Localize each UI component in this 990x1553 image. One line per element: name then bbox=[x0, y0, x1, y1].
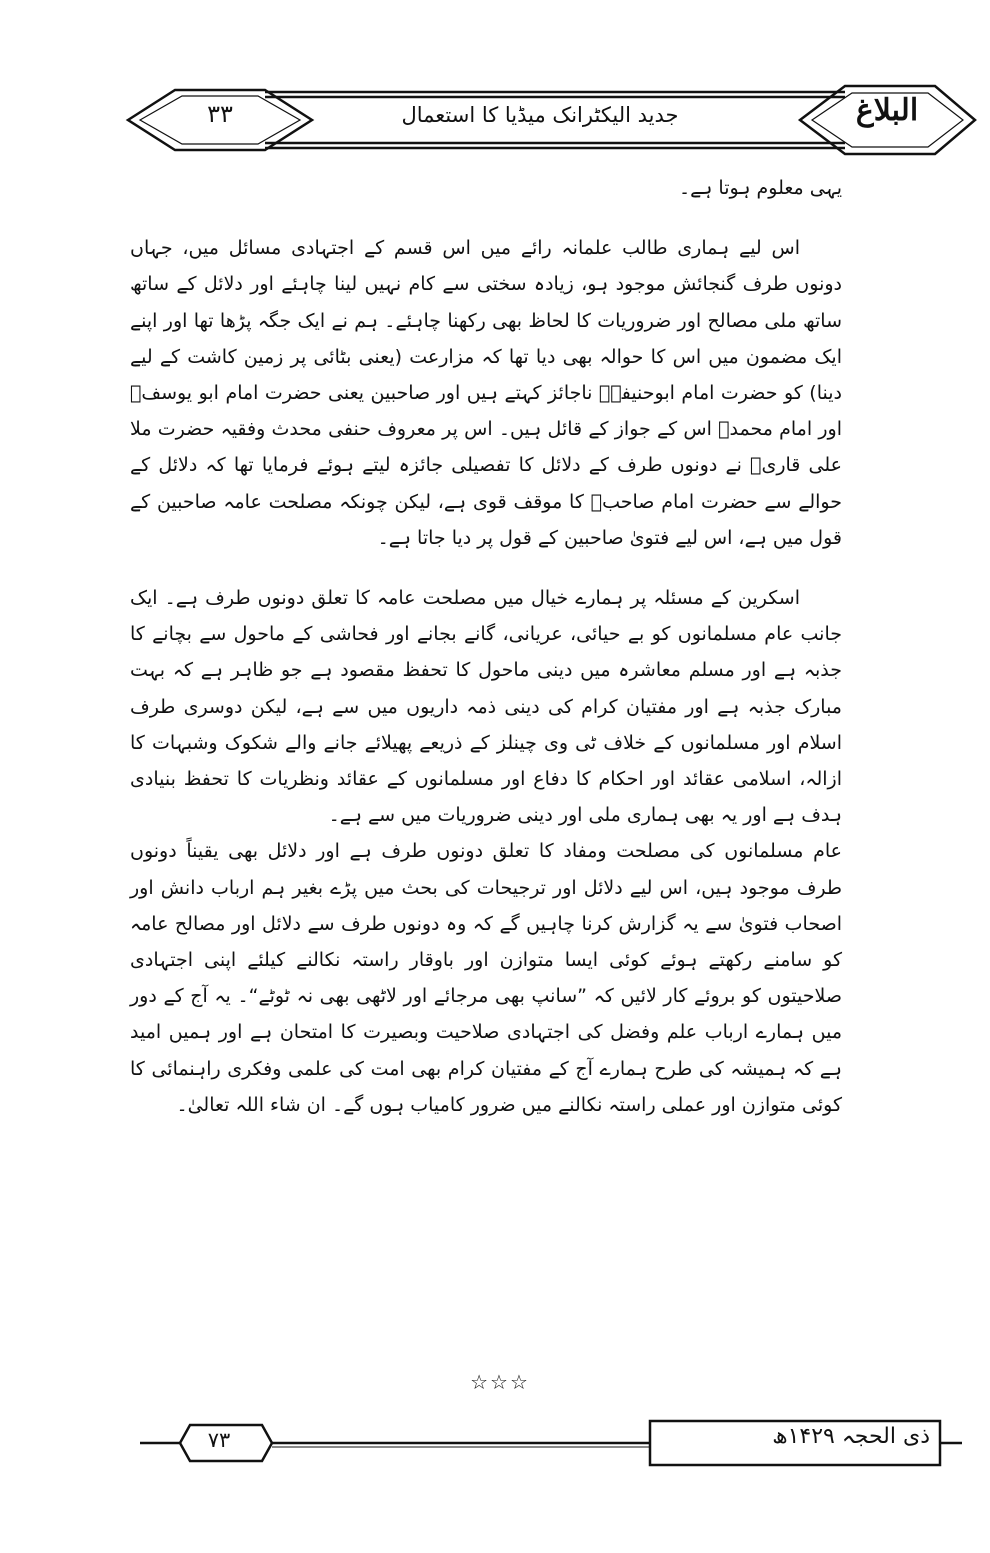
paragraph: عام مسلمانوں کی مصلحت ومفاد کا تعلق دونوں طرف ہے اور دلائل بھی یقیناً دونوں طرف موجود ہیں، اس لیے دلائل اور ترجیحات کی بحث میں پڑے بغیر ہم ارباب دانش اور اصحاب فتویٰ سے یہ گزارش کرنا چاہیں گے کہ وہ دونوں طرف سے دلائل اور مصالح عامہ کو سامنے رکھتے ہوئے کوئی ایسا متوازن اور باوقار راستہ نکالنے کیلئے اپنی اجتہادی صلاحیتوں کو بروئے کار لائیں کہ ”سانپ بھی مرجائے اور لاٹھی بھی نہ ٹوٹے“۔ یہ آج کے دور میں ہمارے ارباب علم وفضل کی اجتہادی صلاحیت وبصیرت کا امتحان ہے اور ہمیں امید ہے کہ ہمیشہ کی طرح ہمارے آج کے مفتیان کرام بھی امت کی علمی وفکری راہنمائی کا کوئی متوازن اور عملی راستہ نکالنے میں ضرور کامیاب ہوں گے۔ ان شاء اللہ تعالیٰ۔ bbox=[130, 840, 842, 1116]
header-frame bbox=[0, 0, 990, 170]
page-number: ۳۳ bbox=[207, 100, 233, 128]
footer-issue-date: ذی الحجہ ۱۴۲۹ھ bbox=[772, 1424, 930, 1449]
logo: البلاغ bbox=[855, 93, 919, 128]
paragraph: اس لیے ہماری طالب علمانہ رائے میں اس قسم کے اجتہادی مسائل میں، جہاں دونوں طرف گنجائش موجود ہو، زیادہ سختی سے کام نہیں لینا چاہئے اور دلائل کے ساتھ ساتھ ملی مصالح اور ضروریات کا لحاظ بھی رکھنا چاہئے۔ ہم نے ایک جگہ پڑھا تھا اور اپنے ایک مضمون میں اس کا حوالہ بھی دیا تھا کہ مزارعت (یعنی بٹائی پر زمین کاشت کے لیے دینا) کو حضرت امام ابوحنیفہؒ ناجائز کہتے ہیں اور صاحبین یعنی حضرت امام ابو یوسفؒ اور امام محمدؒ اس کے جواز کے قائل ہیں۔ اس پر معروف حنفی محدث وفقیہ حضرت ملا علی قاریؒ نے دونوں طرف کے دلائل کا تفصیلی جائزہ لیتے ہوئے فرمایا تھا کہ دلائل کے حوالے سے حضرت امام صاحبؒ کا موقف قوی ہے، لیکن چونکہ مصلحت عامہ صاحبین کے قول میں ہے، اس لیے فتویٰ صاحبین کے قول پر دیا جاتا ہے۔ bbox=[130, 237, 842, 549]
article-body bbox=[130, 170, 842, 1123]
paragraph: اسکرین کے مسئلہ پر ہمارے خیال میں مصلحت عامہ کا تعلق دونوں طرف ہے۔ ایک جانب عام مسلمانوں کو بے حیائی، عریانی، گانے بجانے اور فحاشی کے ماحول سے بچانے کا جذبہ ہے اور مسلم معاشرہ میں دینی ماحول کا تحفظ مقصود ہے جو ظاہر ہے کہ بہت مبارک جذبہ ہے اور مفتیان کرام کی دینی ذمہ داریوں میں سے ہے، لیکن دوسری طرف اسلام اور مسلمانوں کے خلاف ٹی وی چینلز کے ذریعے پھیلائے جانے والے شکوک وشبہات کا ازالہ، اسلامی عقائد اور احکام کا دفاع اور مسلمانوں کے عقائد ونظریات کا تحفظ بنیادی ہدف ہے اور یہ بھی ہماری ملی اور دینی ضروریات میں سے ہے۔ bbox=[130, 587, 842, 827]
paragraph-intro: یہی معلوم ہوتا ہے۔ bbox=[678, 177, 842, 199]
footer-page-number: ۷۳ bbox=[207, 1428, 231, 1452]
section-separator-stars: ☆☆☆ bbox=[470, 1370, 530, 1394]
running-title: جدید الیکٹرانک میڈیا کا استعمال bbox=[401, 103, 679, 127]
